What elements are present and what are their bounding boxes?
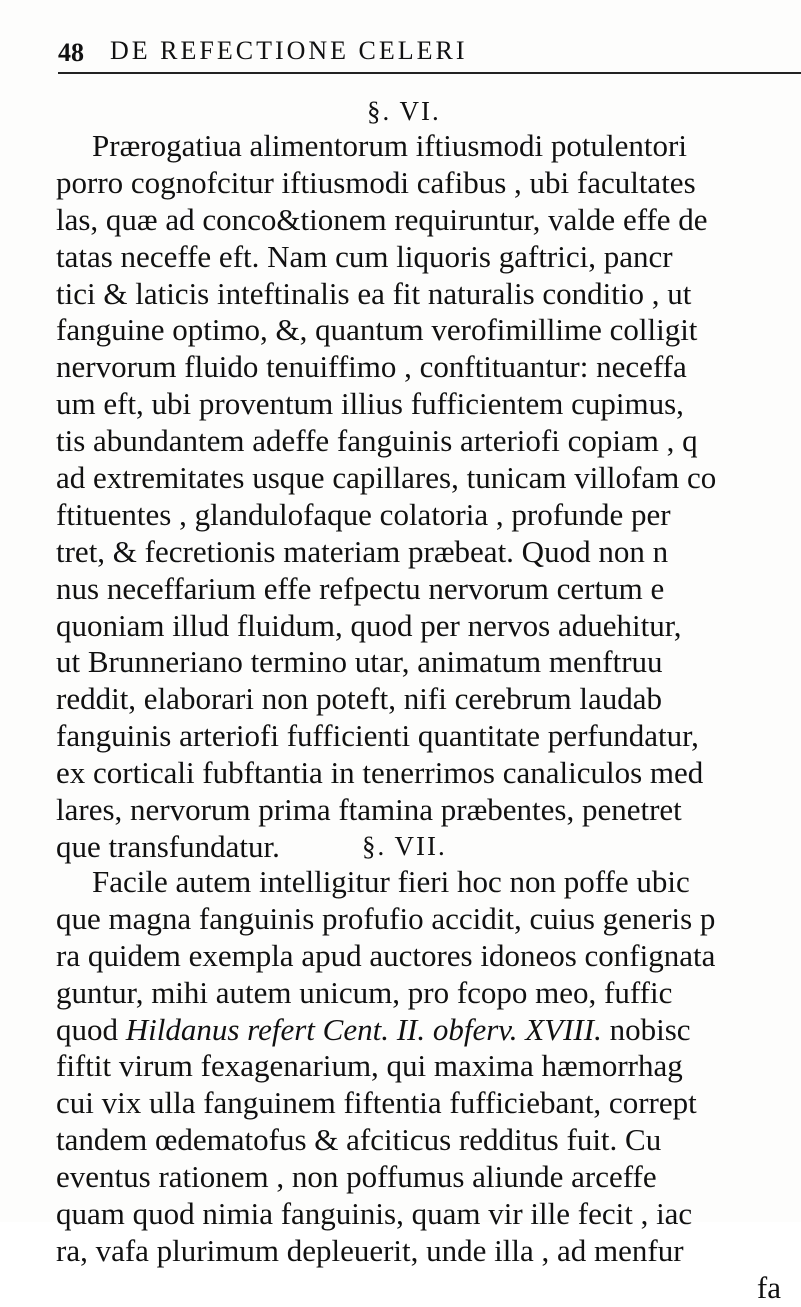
- text-line: quod Hildanus refert Cent. II. obferv. XVIII. nobisc: [56, 1011, 691, 1047]
- text-line: nervorum fluido tenuiffimo , conftituantur: neceffa: [56, 349, 687, 385]
- text-line: ra quidem exempla apud auctores idoneos confignata: [56, 937, 716, 973]
- text-line: tatas neceffe eft. Nam cum liquoris gaftrici, pancr: [56, 238, 673, 274]
- text-line: tandem œdematofus & afciticus redditus fuit. Cu: [56, 1122, 662, 1158]
- section-heading-vii: §. VII.: [362, 831, 447, 861]
- section-heading-vi: §. VI.: [367, 96, 441, 126]
- header-rule: [58, 72, 801, 74]
- text-line: las, quæ ad conco&tionem requiruntur, valde effe de: [56, 201, 708, 237]
- text-line: nus neceffarium effe refpectu nervorum certum e: [56, 570, 665, 606]
- text-line: reddit, elaborari non poteft, nifi cerebrum laudab: [56, 681, 662, 717]
- text-line: porro cognofcitur iftiusmodi cafibus , ubi facultates: [56, 164, 696, 200]
- italic-citation: Hildanus refert Cent. II. obferv. XVIII.: [125, 1011, 602, 1047]
- running-head-title: DE REFECTIONE CELERI: [110, 36, 468, 65]
- page-number: 48: [58, 38, 84, 67]
- text-line: eventus rationem , non poffumus aliunde arceffe: [56, 1159, 657, 1195]
- text-line: guntur, mihi autem unicum, pro fcopo meo, fuffic: [56, 974, 673, 1010]
- text-line: cui vix ulla fanguinem fiftentia fufficiebant, corrept: [56, 1085, 697, 1121]
- paragraph-section-vi: [56, 128, 801, 866]
- text-line: ad extremitates usque capillares, tunicam villofam co: [56, 460, 717, 496]
- text-line: ex corticali fubftantia in tenerrimos canaliculos med: [56, 755, 704, 791]
- text-line: ut Brunneriano termino utar, animatum menftruu: [56, 644, 663, 680]
- paragraph-section-vii: [56, 864, 801, 1307]
- text-line: quam quod nimia fanguinis, quam vir ille fecit , iac: [56, 1196, 693, 1232]
- text-line: ra, vafa plurimum depleuerit, unde illa , ad menfur: [56, 1232, 684, 1268]
- text-line: fanguine optimo, &, quantum verofimillime colligit: [56, 312, 698, 348]
- text-line: fanguinis arteriofi fufficienti quantitate perfundatur,: [56, 718, 699, 754]
- text-line: tici & laticis inteftinalis ea fit naturalis conditio , ut: [56, 275, 692, 311]
- text-line: que transfundatur.: [56, 828, 280, 864]
- text-line: um eft, ubi proventum illius fufficientem cupimus,: [56, 386, 684, 422]
- text-line: quoniam illud fluidum, quod per nervos aduehitur,: [56, 607, 682, 643]
- text-line: fiftit virum fexagenarium, qui maxima hæmorrhag: [56, 1048, 683, 1084]
- running-head: [58, 30, 801, 74]
- text-line: tis abundantem adeffe fanguinis arteriofi copiam , q: [56, 423, 698, 459]
- text-line: que magna fanguinis profufio accidit, cuius generis p: [56, 900, 716, 936]
- text-line: Facile autem intelligitur fieri hoc non poffe ubic: [92, 864, 690, 899]
- text-line: Prærogatiua alimentorum iftiusmodi potulentori: [92, 128, 687, 163]
- text-line: fa: [756, 1269, 781, 1305]
- text-line: lares, nervorum prima ftamina præbentes, penetret: [56, 792, 682, 828]
- text-line: tret, & fecretionis materiam præbeat. Quod non n: [56, 533, 669, 569]
- text-line: ftituentes , glandulofaque colatoria , profunde per: [56, 496, 671, 532]
